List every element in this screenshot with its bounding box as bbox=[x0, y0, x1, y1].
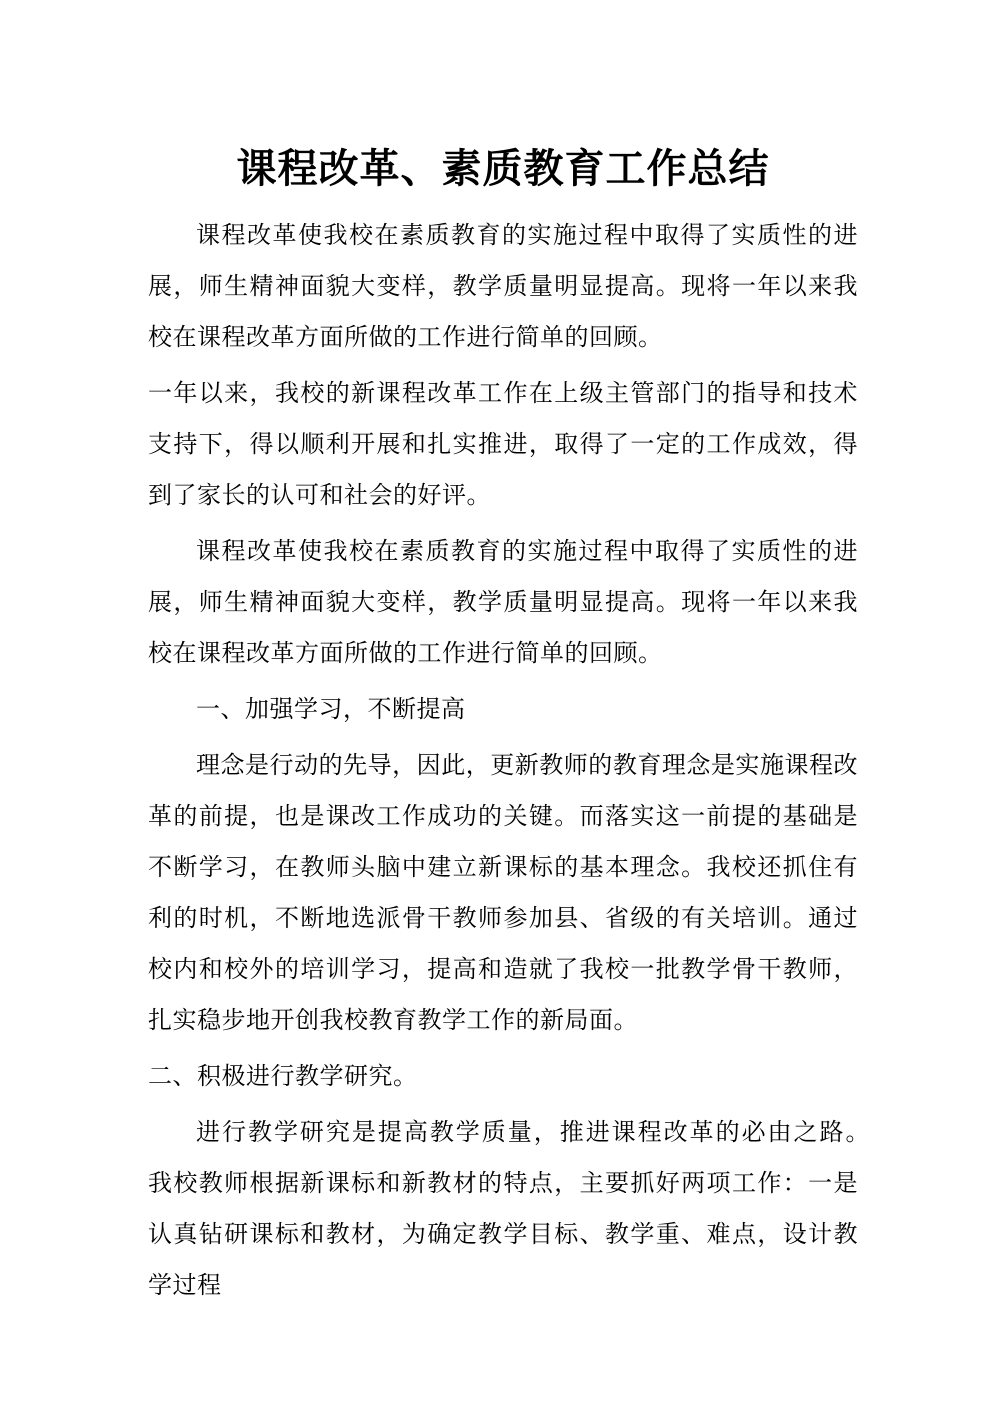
document-title: 课程改革、素质教育工作总结 bbox=[236, 147, 770, 191]
intro-paragraph: 课程改革使我校在素质教育的实施过程中取得了实质性的进展，师生精神面貌大变样，教学质量明显提高。现将一年以来我校在课程改革方面所做的工作进行简单的回顾。 bbox=[148, 222, 858, 351]
intro-paragraph-repeat: 课程改革使我校在素质教育的实施过程中取得了实质性的进展，师生精神面貌大变样，教学质量明显提高。现将一年以来我校在课程改革方面所做的工作进行简单的回顾。 bbox=[148, 538, 858, 667]
section-2-paragraph: 进行教学研究是提高教学质量，推进课程改革的必由之路。 我校教师根据新课标和新教材的特点，主要抓好两项工作：一是认真钻研课标和教材，为确定教学目标、教学重、难点，设计教学过程 bbox=[148, 1119, 883, 1299]
overview-paragraph: 一年以来，我校的新课程改革工作在上级主管部门的指导和技术支持下，得以顺利开展和扎实推进，取得了一定的工作成效，得到了家长的认可和社会的好评。 bbox=[148, 380, 858, 509]
section-2-heading: 二、积极进行教学研究。 bbox=[148, 1063, 418, 1090]
section-1-paragraph: 理念是行动的先导，因此，更新教师的教育理念是实施课程改革的前提，也是课改工作成功的关键。而落实这一前提的基础是不断学习，在教师头脑中建立新课标的基本理念。我校还抓住有利的时机，不断地选派骨干教师参加县、省级的有关培训。通过校内和校外的培训学习，提高和造就了我校一批教学骨干教师，扎实稳步地开创我校教育教学工作的新局面。 bbox=[148, 752, 858, 1034]
section-1-heading: 一、加强学习，不断提高 bbox=[196, 696, 466, 723]
